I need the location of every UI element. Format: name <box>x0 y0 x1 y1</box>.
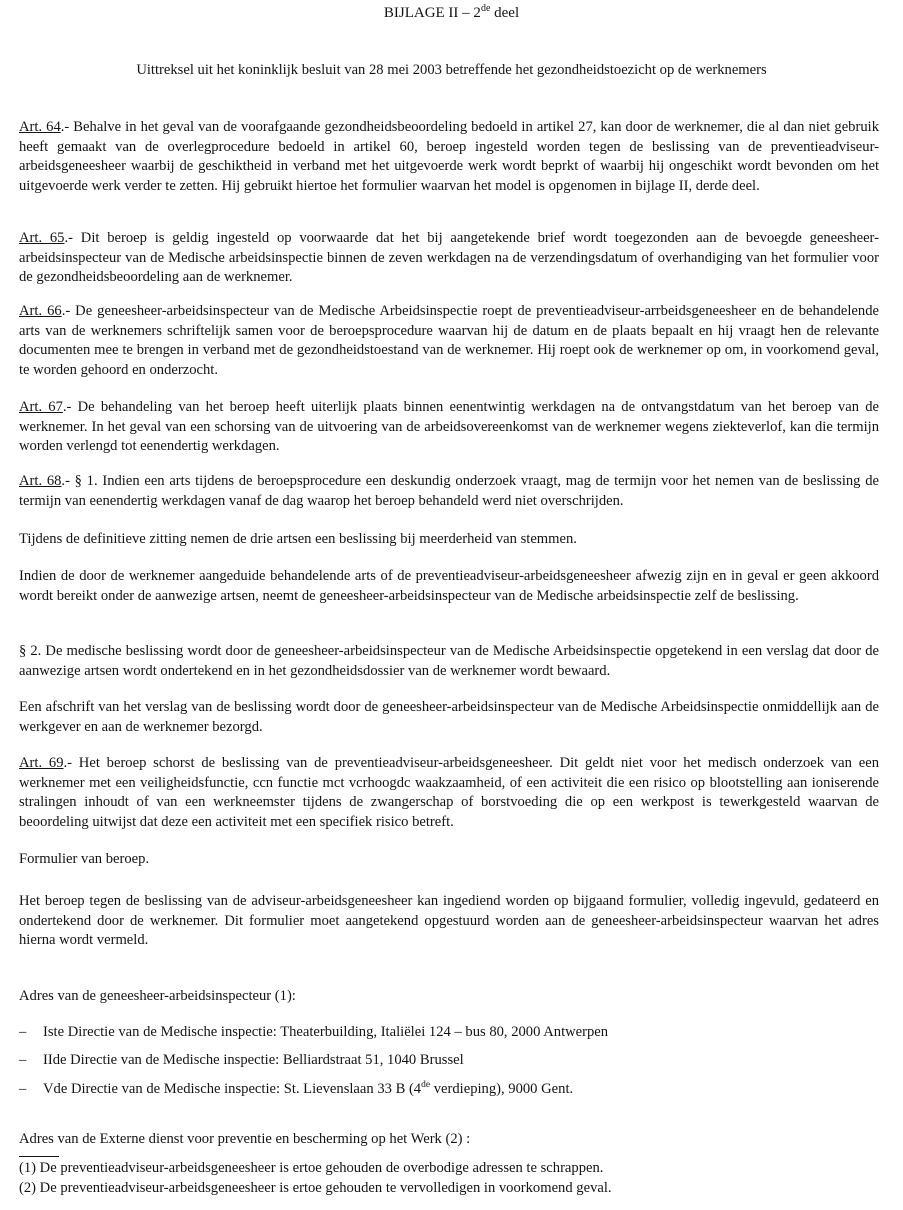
footnote-divider <box>19 1156 59 1157</box>
article-64 <box>19 118 879 196</box>
article-69-label: Art. 69 <box>19 755 64 771</box>
annex-title-tail: deel <box>490 5 520 21</box>
annex-title-superscript: de <box>480 3 491 14</box>
article-68-paragraph-4: § 2. De medische beslissing wordt door de geneesheer-arbeidsinspecteur van de Medische Arbeidsinspectie opgetekend in een verslag dat door de aanwezige artsen wordt ondertekend en in het gezondheidsdossier van de werknemer wordt bewaard. <box>19 643 879 679</box>
floor-superscript: de <box>421 1080 431 1091</box>
article-66-label: Art. 66 <box>19 303 62 319</box>
dash-bullet: – <box>19 1081 27 1097</box>
form-heading: Formulier van beroep. <box>19 851 150 867</box>
address-item-2 <box>19 1051 879 1071</box>
annex-title-main: BIJLAGE II – 2 <box>383 5 481 21</box>
footnote-2: (2) De preventieadviseur-arbeidsgeneesheer is ertoe gehouden te vervolledigen in voorkomend geval. <box>19 1180 612 1196</box>
address-item-1 <box>19 1023 879 1043</box>
article-68-paragraph-2: Tijdens de definitieve zitting nemen de drie artsen een beslissing bij meerderheid van stemmen. <box>19 531 577 547</box>
article-68 <box>19 472 879 511</box>
article-64-text: .- Behalve in het geval van de voorafgaande gezondheidsbeoordeling bedoeld in artikel 27, kan door de werknemer, die al dan niet gebruik heeft gemaakt van de overlegprocedure bedoeld in artikel 60, beroep ingesteld worden tegen de beslissing van de preventieadviseur-arbeidsgeneesheer waarbij de geschiktheid in verband met het uitgevoerde werk wordt beprkt of waarbij hij ongeschikt wordt bevonden om het uitgevoerde werk verder te zetten. Hij gebruikt hiertoe het formulier waarvan het model is opgenomen in bijlage II, derde deel. <box>19 119 879 194</box>
article-69 <box>19 754 879 832</box>
form-intro: Het beroep tegen de beslissing van de adviseur-arbeidsgeneesheer kan ingediend worden op bijgaand formulier, volledig ingevuld, gedateerd en ondertekend door de werknemer. Dit formulier moet aangetekend opgestuurd worden aan de geneesheer-arbeidsinspecteur waarvan het adres hierna wordt vermeld. <box>19 893 879 949</box>
address-item-2-text: IIde Directie van de Medische inspectie: Belliardstraat 51, 1040 Brussel <box>43 1052 464 1068</box>
address-item-3-tail: verdieping), 9000 Gent. <box>430 1081 574 1097</box>
dash-bullet: – <box>19 1024 27 1040</box>
article-66 <box>19 302 879 380</box>
address-heading: Adres van de geneesheer-arbeidsinspecteur (1): <box>19 988 296 1004</box>
article-67-text: .- De behandeling van het beroep heeft uiterlijk plaats binnen eenentwintig werkdagen na de ontvangstdatum van het beroep van de werknemer. In het geval van een schorsing van de uitvoering van de arbeidsovereenkomst van de werknemer wegens ziekteverlof, kan die termijn worden verlengd tot eenendertig werkdagen. <box>19 399 879 455</box>
address-item-1-text: Iste Directie van de Medische inspectie: Theaterbuilding, Italiëlei 124 – bus 80, 2000 Antwerpen <box>43 1024 609 1040</box>
article-65 <box>19 229 879 288</box>
annex-title <box>0 4 903 24</box>
dash-bullet: – <box>19 1052 27 1068</box>
article-68-text: .- § 1. Indien een arts tijdens de beroepsprocedure een deskundig onderzoek vraagt, mag de termijn voor het nemen van de beslissing de termijn van eenendertig werkdagen vanaf de dag waarop het beroep behandeld werd niet overschrijden. <box>19 473 879 509</box>
article-68-label: Art. 68 <box>19 473 62 489</box>
footnote-1: (1) De preventieadviseur-arbeidsgeneesheer is ertoe gehouden de overbodige adressen te schrappen. <box>19 1160 604 1176</box>
external-service-heading: Adres van de Externe dienst voor preventie en bescherming op het Werk (2) : <box>19 1131 471 1147</box>
article-66-text: .- De geneesheer-arbeidsinspecteur van de Medische Arbeidsinspectie roept de preventieadviseur-arrbeidsgeneesheer en de behandelende arts van de werknemers schriftelijk samen voor de beroepsprocedure waarvan hij de datum en de plaats bepaalt en hij vraagt hen de relevante documenten mee te brengen in verband met de gezondheidstoestand van de werknemer. Hij roept ook de werknemer op om, in voorkomend geval, te worden gehoord en onderzocht. <box>19 303 879 378</box>
article-67-label: Art. 67 <box>19 399 63 415</box>
article-64-label: Art. 64 <box>19 119 61 135</box>
article-67 <box>19 398 879 457</box>
article-68-paragraph-5: Een afschrift van het verslag van de beslissing wordt door de geneesheer-arbeidsinspecteur van de Medische Arbeidsinspectie onmiddellijk aan de werkgever en aan de werknemer bezorgd. <box>19 699 879 735</box>
document-subtitle: Uittreksel uit het koninklijk besluit van 28 mei 2003 betreffende het gezondheidstoezicht op de werknemers <box>136 62 767 78</box>
article-68-paragraph-3: Indien de door de werknemer aangeduide behandelende arts of de preventieadviseur-arbeidsgeneesheer afwezig zijn en in geval er geen akkoord wordt bereikt onder de aanwezige artsen, neemt de geneesheer-arbeidsinspecteur van de Medische arbeidsinspectie zelf de beslissing. <box>19 568 879 604</box>
article-65-label: Art. 65 <box>19 230 65 246</box>
article-65-text: .- Dit beroep is geldig ingesteld op voorwaarde dat het bij aangetekende brief wordt toegezonden aan de bevoegde geneesheer-arbeidsinspecteur van de Medische arbeidsinspectie binnen de zeven werkdagen na de verzendingsdatum of overhandiging van het formulier voor de gezondheidsbeoordeling aan de werknemer. <box>19 230 879 286</box>
address-item-3 <box>19 1080 879 1100</box>
address-item-3-text: Vde Directie van de Medische inspectie: St. Lievenslaan 33 B (4 <box>43 1081 422 1097</box>
article-69-text: .- Het beroep schorst de beslissing van de preventieadviseur-arbeidsgeneesheer. Dit geldt niet voor het medisch onderzoek van een werknemer met een veiligheidsfunctie, ccn functie mct vcrhoogdc waakzaamheid, of een activiteit die een risico op blootstelling aan ioniserende stralingen inhoudt of van een werkneemster tijdens de zwangerschap of borstvoeding die op een werkpost is tewerkgesteld waarvan de beoordeling uitwijst dat deze een activiteit met een specifiek risico betreft. <box>19 755 879 830</box>
